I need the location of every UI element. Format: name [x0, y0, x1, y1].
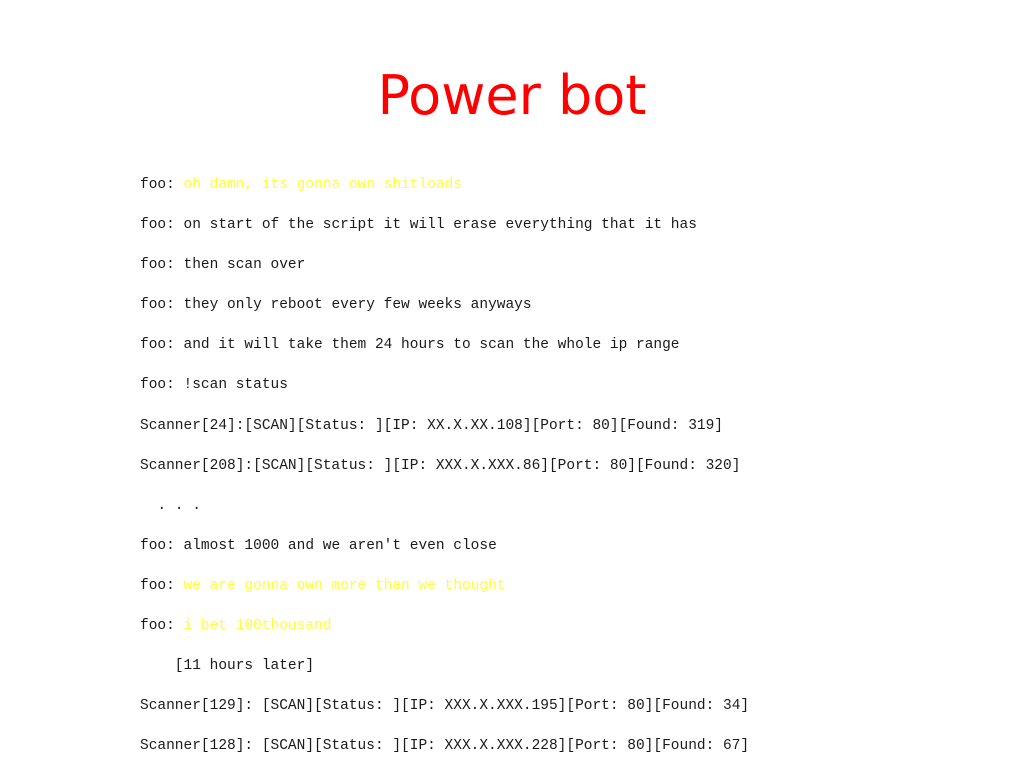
- message-text: oh damn, its gonna own shitloads: [183, 177, 462, 193]
- chat-line: [140, 175, 749, 195]
- scanner-line: [140, 696, 749, 716]
- message-text: Scanner[129]: [SCAN][Status: ][IP: XXX.X.XXX.195][Port: 80][Found: 34]: [140, 698, 750, 715]
- message-text: then scan over: [183, 257, 306, 274]
- chat-line: [140, 576, 749, 596]
- chat-line: [140, 335, 749, 355]
- message-text: !scan status: [183, 377, 288, 394]
- speaker-label: foo:: [140, 537, 184, 554]
- speaker-label: foo:: [140, 337, 184, 354]
- message-text: . . .: [140, 497, 201, 514]
- speaker-label: foo:: [140, 257, 184, 274]
- message-text: we are gonna own more than we thought: [183, 577, 506, 594]
- message-text: Scanner[128]: [SCAN][Status: ][IP: XXX.X.XXX.228][Port: 80][Found: 67]: [140, 738, 750, 755]
- message-text: and it will take them 24 hours to scan the whole ip range: [183, 337, 680, 354]
- chat-line: [140, 215, 749, 235]
- message-text: [11 hours later]: [140, 658, 315, 675]
- message-text: almost 1000 and we aren't even close: [183, 537, 497, 554]
- chat-line: [140, 536, 749, 556]
- speaker-label: foo:: [140, 377, 184, 394]
- speaker-label: foo:: [140, 618, 184, 635]
- message-text: i bet 100thousand: [183, 618, 332, 635]
- chat-line: [140, 375, 749, 395]
- message-text: on start of the script it will erase everything that it has: [183, 217, 697, 234]
- speaker-label: foo:: [140, 217, 184, 234]
- chat-line: [140, 295, 749, 315]
- scanner-line: [140, 416, 749, 436]
- chat-line: [140, 616, 749, 636]
- speaker-label: foo:: [140, 177, 184, 193]
- speaker-label: foo:: [140, 577, 184, 594]
- message-text: Scanner[208]:[SCAN][Status: ][IP: XXX.X.XXX.86][Port: 80][Found: 320]: [140, 457, 741, 474]
- time-skip-line: [140, 656, 749, 676]
- scanner-line: [140, 456, 749, 476]
- chat-line: [140, 255, 749, 275]
- scanner-line: [140, 736, 749, 756]
- speaker-label: foo:: [140, 297, 184, 314]
- message-text: they only reboot every few weeks anyways: [183, 297, 532, 314]
- chat-log: [140, 175, 749, 768]
- ellipsis-line: [140, 496, 749, 516]
- message-text: Scanner[24]:[SCAN][Status: ][IP: XX.X.XX.108][Port: 80][Found: 319]: [140, 417, 723, 434]
- slide-title: Power bot: [377, 64, 647, 127]
